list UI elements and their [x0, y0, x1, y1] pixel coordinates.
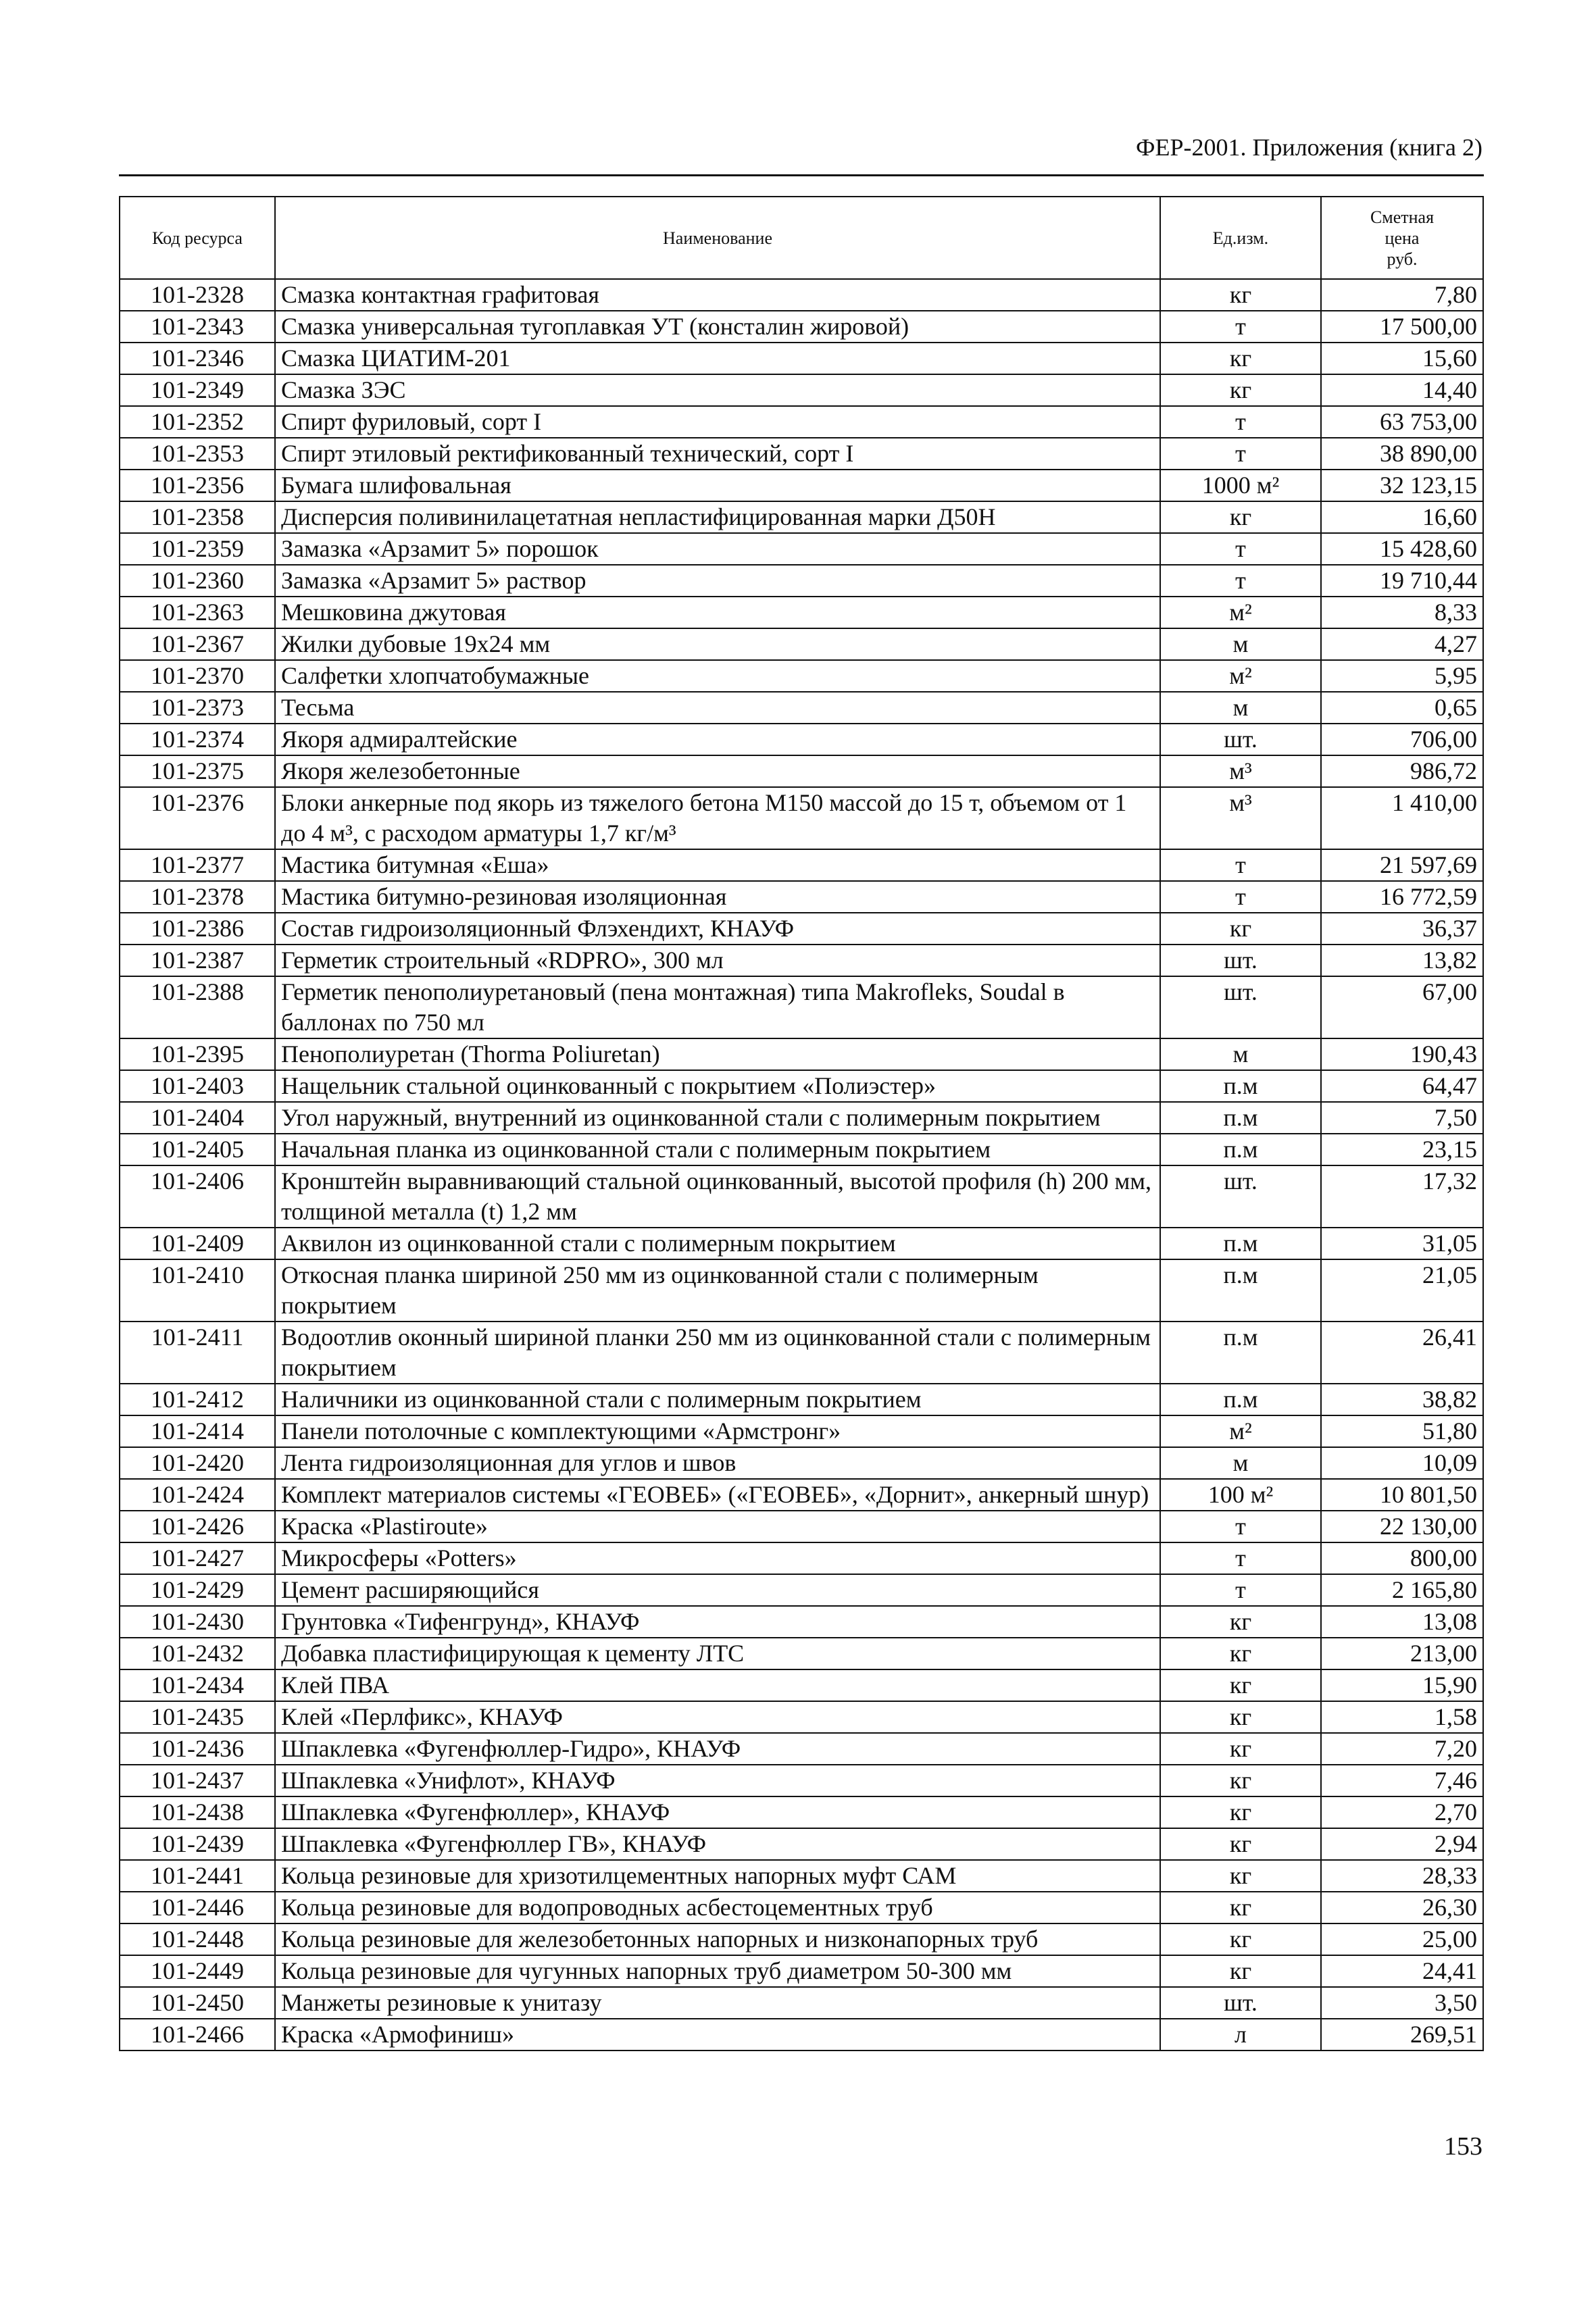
cell-code: 101-2436: [120, 1733, 275, 1765]
cell-unit: т: [1160, 1511, 1321, 1542]
cell-price: 7,20: [1321, 1733, 1483, 1765]
cell-name: Краска «Plastiroute»: [275, 1511, 1160, 1542]
cell-code: 101-2387: [120, 945, 275, 976]
cell-code: 101-2363: [120, 597, 275, 628]
cell-price: 1 410,00: [1321, 787, 1483, 849]
cell-name: Шпаклевка «Фугенфюллер-Гидро», КНАУФ: [275, 1733, 1160, 1765]
table-row: [120, 1765, 1483, 1796]
cell-name: Кольца резиновые для чугунных напорных труб диаметром 50-300 мм: [275, 1955, 1160, 1987]
cell-name: Краска «Армофиниш»: [275, 2019, 1160, 2051]
cell-name: Замазка «Арзамит 5» порошок: [275, 533, 1160, 565]
table-row: [120, 1070, 1483, 1102]
cell-price: 23,15: [1321, 1134, 1483, 1165]
cell-name: Смазка контактная графитовая: [275, 279, 1160, 311]
cell-unit: п.м: [1160, 1102, 1321, 1134]
cell-code: 101-2441: [120, 1860, 275, 1892]
cell-unit: кг: [1160, 1701, 1321, 1733]
cell-price: 706,00: [1321, 724, 1483, 755]
cell-price: 38 890,00: [1321, 438, 1483, 470]
cell-code: 101-2404: [120, 1102, 275, 1134]
cell-name: Комплект материалов системы «ГЕОВЕБ» («ГЕОВЕБ», «Дорнит», анкерный шнур): [275, 1479, 1160, 1511]
cell-unit: п.м: [1160, 1134, 1321, 1165]
cell-code: 101-2367: [120, 628, 275, 660]
cell-name: Мастика битумно-резиновая изоляционная: [275, 881, 1160, 913]
cell-name: Лента гидроизоляционная для углов и швов: [275, 1447, 1160, 1479]
cell-price: 16 772,59: [1321, 881, 1483, 913]
cell-code: 101-2376: [120, 787, 275, 849]
cell-name: Герметик строительный «RDPRO», 300 мл: [275, 945, 1160, 976]
table-row: [120, 1038, 1483, 1070]
column-header-price-line2: цена: [1385, 228, 1420, 248]
cell-price: 21,05: [1321, 1259, 1483, 1322]
cell-price: 8,33: [1321, 597, 1483, 628]
table-row: [120, 945, 1483, 976]
cell-unit: м: [1160, 692, 1321, 724]
table-row: [120, 1987, 1483, 2019]
cell-unit: т: [1160, 406, 1321, 438]
cell-unit: п.м: [1160, 1259, 1321, 1322]
cell-name: Откосная планка шириной 250 мм из оцинкованной стали с полимерным покрытием: [275, 1259, 1160, 1322]
cell-unit: т: [1160, 849, 1321, 881]
cell-code: 101-2448: [120, 1923, 275, 1955]
cell-name: Шпаклевка «Фугенфюллер ГВ», КНАУФ: [275, 1828, 1160, 1860]
table-row: [120, 755, 1483, 787]
cell-unit: м: [1160, 1447, 1321, 1479]
cell-code: 101-2426: [120, 1511, 275, 1542]
cell-code: 101-2424: [120, 1479, 275, 1511]
cell-code: 101-2403: [120, 1070, 275, 1102]
cell-price: 25,00: [1321, 1923, 1483, 1955]
cell-unit: кг: [1160, 1955, 1321, 1987]
cell-price: 32 123,15: [1321, 470, 1483, 501]
cell-unit: кг: [1160, 501, 1321, 533]
cell-code: 101-2370: [120, 660, 275, 692]
cell-unit: м²: [1160, 1415, 1321, 1447]
cell-unit: шт.: [1160, 945, 1321, 976]
cell-name: Спирт фуриловый, сорт I: [275, 406, 1160, 438]
cell-unit: т: [1160, 438, 1321, 470]
cell-price: 51,80: [1321, 1415, 1483, 1447]
cell-code: 101-2434: [120, 1669, 275, 1701]
cell-code: 101-2378: [120, 881, 275, 913]
cell-unit: м²: [1160, 597, 1321, 628]
cell-price: 14,40: [1321, 374, 1483, 406]
cell-unit: кг: [1160, 1606, 1321, 1638]
cell-unit: п.м: [1160, 1384, 1321, 1415]
cell-code: 101-2352: [120, 406, 275, 438]
column-header-price-line1: Сметная: [1370, 207, 1435, 227]
table-row: [120, 2019, 1483, 2051]
cell-name: Нащельник стальной оцинкованный с покрытием «Полиэстер»: [275, 1070, 1160, 1102]
cell-code: 101-2446: [120, 1892, 275, 1923]
cell-code: 101-2435: [120, 1701, 275, 1733]
cell-name: Микросферы «Potters»: [275, 1542, 1160, 1574]
table-row: [120, 1511, 1483, 1542]
cell-price: 36,37: [1321, 913, 1483, 945]
cell-unit: т: [1160, 565, 1321, 597]
column-header-price: [1321, 197, 1483, 279]
cell-unit: кг: [1160, 1669, 1321, 1701]
cell-code: 101-2430: [120, 1606, 275, 1638]
cell-name: Смазка универсальная тугоплавкая УТ (консталин жировой): [275, 311, 1160, 343]
cell-name: Смазка ЦИАТИМ-201: [275, 343, 1160, 374]
cell-price: 21 597,69: [1321, 849, 1483, 881]
cell-unit: м³: [1160, 755, 1321, 787]
cell-price: 10 801,50: [1321, 1479, 1483, 1511]
cell-code: 101-2450: [120, 1987, 275, 2019]
cell-unit: кг: [1160, 913, 1321, 945]
cell-code: 101-2439: [120, 1828, 275, 1860]
cell-unit: кг: [1160, 374, 1321, 406]
cell-code: 101-2377: [120, 849, 275, 881]
cell-price: 15,90: [1321, 1669, 1483, 1701]
cell-price: 31,05: [1321, 1228, 1483, 1259]
cell-code: 101-2410: [120, 1259, 275, 1322]
cell-code: 101-2406: [120, 1165, 275, 1228]
cell-price: 28,33: [1321, 1860, 1483, 1892]
cell-name: Начальная планка из оцинкованной стали с полимерным покрытием: [275, 1134, 1160, 1165]
cell-unit: кг: [1160, 343, 1321, 374]
cell-code: 101-2432: [120, 1638, 275, 1669]
header-rule: [119, 174, 1484, 176]
cell-unit: м: [1160, 1038, 1321, 1070]
cell-code: 101-2359: [120, 533, 275, 565]
table-row: [120, 279, 1483, 311]
cell-price: 5,95: [1321, 660, 1483, 692]
cell-name: Угол наружный, внутренний из оцинкованной стали с полимерным покрытием: [275, 1102, 1160, 1134]
cell-price: 22 130,00: [1321, 1511, 1483, 1542]
cell-price: 7,80: [1321, 279, 1483, 311]
table-row: [120, 311, 1483, 343]
cell-code: 101-2328: [120, 279, 275, 311]
cell-name: Клей ПВА: [275, 1669, 1160, 1701]
cell-code: 101-2360: [120, 565, 275, 597]
cell-name: Герметик пенополиуретановый (пена монтажная) типа Makrofleks, Soudal в баллонах по 750 мл: [275, 976, 1160, 1038]
running-header: ФЕР-2001. Приложения (книга 2): [1136, 134, 1482, 161]
cell-unit: т: [1160, 1542, 1321, 1574]
table-body: [120, 279, 1483, 2051]
table-row: [120, 1892, 1483, 1923]
cell-price: 269,51: [1321, 2019, 1483, 2051]
table-row: [120, 565, 1483, 597]
cell-code: 101-2412: [120, 1384, 275, 1415]
cell-code: 101-2466: [120, 2019, 275, 2051]
cell-name: Замазка «Арзамит 5» раствор: [275, 565, 1160, 597]
cell-price: 0,65: [1321, 692, 1483, 724]
table-row: [120, 438, 1483, 470]
cell-code: 101-2409: [120, 1228, 275, 1259]
cell-code: 101-2414: [120, 1415, 275, 1447]
column-header-unit: Ед.изм.: [1160, 197, 1321, 279]
cell-code: 101-2420: [120, 1447, 275, 1479]
cell-unit: т: [1160, 881, 1321, 913]
table-row: [120, 1479, 1483, 1511]
resource-price-table: [119, 196, 1484, 2051]
cell-name: Пенополиуретан (Thorma Poliuretan): [275, 1038, 1160, 1070]
cell-code: 101-2449: [120, 1955, 275, 1987]
table-row: [120, 597, 1483, 628]
cell-name: Тесьма: [275, 692, 1160, 724]
cell-price: 7,46: [1321, 1765, 1483, 1796]
table-row: [120, 1574, 1483, 1606]
cell-price: 15 428,60: [1321, 533, 1483, 565]
cell-name: Бумага шлифовальная: [275, 470, 1160, 501]
cell-code: 101-2346: [120, 343, 275, 374]
table-row: [120, 787, 1483, 849]
table-header-row: [120, 197, 1483, 279]
cell-name: Якоря адмиралтейские: [275, 724, 1160, 755]
cell-price: 26,41: [1321, 1322, 1483, 1384]
cell-price: 19 710,44: [1321, 565, 1483, 597]
table-row: [120, 1447, 1483, 1479]
cell-price: 10,09: [1321, 1447, 1483, 1479]
table-row: [120, 1701, 1483, 1733]
table-row: [120, 1796, 1483, 1828]
cell-price: 13,08: [1321, 1606, 1483, 1638]
table-row: [120, 1259, 1483, 1322]
table-row: [120, 1733, 1483, 1765]
cell-name: Якоря железобетонные: [275, 755, 1160, 787]
cell-price: 64,47: [1321, 1070, 1483, 1102]
cell-name: Смазка ЗЭС: [275, 374, 1160, 406]
cell-unit: шт.: [1160, 724, 1321, 755]
cell-name: Кронштейн выравнивающий стальной оцинкованный, высотой профиля (h) 200 мм, толщиной металла (t) 1,2 мм: [275, 1165, 1160, 1228]
cell-unit: 100 м²: [1160, 1479, 1321, 1511]
cell-name: Жилки дубовые 19х24 мм: [275, 628, 1160, 660]
cell-code: 101-2373: [120, 692, 275, 724]
cell-price: 38,82: [1321, 1384, 1483, 1415]
cell-code: 101-2356: [120, 470, 275, 501]
cell-code: 101-2375: [120, 755, 275, 787]
cell-name: Шпаклевка «Фугенфюллер», КНАУФ: [275, 1796, 1160, 1828]
cell-unit: кг: [1160, 1796, 1321, 1828]
cell-code: 101-2395: [120, 1038, 275, 1070]
cell-price: 2 165,80: [1321, 1574, 1483, 1606]
cell-unit: п.м: [1160, 1070, 1321, 1102]
cell-name: Добавка пластифицирующая к цементу ЛТС: [275, 1638, 1160, 1669]
cell-price: 190,43: [1321, 1038, 1483, 1070]
cell-unit: кг: [1160, 279, 1321, 311]
cell-code: 101-2437: [120, 1765, 275, 1796]
cell-price: 63 753,00: [1321, 406, 1483, 438]
cell-price: 213,00: [1321, 1638, 1483, 1669]
cell-price: 17 500,00: [1321, 311, 1483, 343]
table-row: [120, 1228, 1483, 1259]
cell-code: 101-2358: [120, 501, 275, 533]
cell-unit: шт.: [1160, 1165, 1321, 1228]
table-row: [120, 533, 1483, 565]
cell-price: 13,82: [1321, 945, 1483, 976]
table-row: [120, 1638, 1483, 1669]
cell-unit: кг: [1160, 1892, 1321, 1923]
table-row: [120, 1102, 1483, 1134]
cell-unit: шт.: [1160, 976, 1321, 1038]
table-row: [120, 1923, 1483, 1955]
cell-price: 17,32: [1321, 1165, 1483, 1228]
cell-name: Панели потолочные с комплектующими «Армстронг»: [275, 1415, 1160, 1447]
table-row: [120, 343, 1483, 374]
cell-name: Шпаклевка «Унифлот», КНАУФ: [275, 1765, 1160, 1796]
cell-code: 101-2427: [120, 1542, 275, 1574]
cell-unit: т: [1160, 311, 1321, 343]
cell-unit: т: [1160, 1574, 1321, 1606]
table-row: [120, 1415, 1483, 1447]
cell-price: 15,60: [1321, 343, 1483, 374]
cell-price: 1,58: [1321, 1701, 1483, 1733]
cell-code: 101-2374: [120, 724, 275, 755]
cell-name: Водоотлив оконный шириной планки 250 мм из оцинкованной стали с полимерным покрытием: [275, 1322, 1160, 1384]
table-row: [120, 470, 1483, 501]
cell-unit: кг: [1160, 1733, 1321, 1765]
cell-name: Блоки анкерные под якорь из тяжелого бетона М150 массой до 15 т, объемом от 1 до 4 м³, с расходом арматуры 1,7 кг/м³: [275, 787, 1160, 849]
cell-unit: шт.: [1160, 1987, 1321, 2019]
cell-price: 800,00: [1321, 1542, 1483, 1574]
cell-unit: кг: [1160, 1638, 1321, 1669]
table-row: [120, 628, 1483, 660]
cell-name: Спирт этиловый ректификованный технический, сорт I: [275, 438, 1160, 470]
table-row: [120, 724, 1483, 755]
table-row: [120, 501, 1483, 533]
table-row: [120, 692, 1483, 724]
cell-price: 3,50: [1321, 1987, 1483, 2019]
cell-name: Цемент расширяющийся: [275, 1574, 1160, 1606]
cell-price: 67,00: [1321, 976, 1483, 1038]
page-number: 153: [1444, 2132, 1482, 2161]
cell-name: Наличники из оцинкованной стали с полимерным покрытием: [275, 1384, 1160, 1415]
cell-price: 7,50: [1321, 1102, 1483, 1134]
cell-name: Кольца резиновые для хризотилцементных напорных муфт САМ: [275, 1860, 1160, 1892]
cell-price: 2,94: [1321, 1828, 1483, 1860]
cell-price: 24,41: [1321, 1955, 1483, 1987]
cell-name: Мешковина джутовая: [275, 597, 1160, 628]
cell-name: Салфетки хлопчатобумажные: [275, 660, 1160, 692]
cell-name: Аквилон из оцинкованной стали с полимерным покрытием: [275, 1228, 1160, 1259]
cell-code: 101-2388: [120, 976, 275, 1038]
table-row: [120, 1384, 1483, 1415]
cell-unit: п.м: [1160, 1228, 1321, 1259]
cell-name: Клей «Перлфикс», КНАУФ: [275, 1701, 1160, 1733]
cell-code: 101-2353: [120, 438, 275, 470]
cell-code: 101-2405: [120, 1134, 275, 1165]
cell-unit: кг: [1160, 1765, 1321, 1796]
cell-price: 26,30: [1321, 1892, 1483, 1923]
column-header-name: Наименование: [275, 197, 1160, 279]
cell-unit: кг: [1160, 1860, 1321, 1892]
cell-name: Кольца резиновые для железобетонных напорных и низконапорных труб: [275, 1923, 1160, 1955]
cell-name: Кольца резиновые для водопроводных асбестоцементных труб: [275, 1892, 1160, 1923]
cell-unit: кг: [1160, 1923, 1321, 1955]
table-row: [120, 1542, 1483, 1574]
table-row: [120, 1134, 1483, 1165]
cell-price: 16,60: [1321, 501, 1483, 533]
table-row: [120, 1165, 1483, 1228]
table-row: [120, 1860, 1483, 1892]
table-row: [120, 660, 1483, 692]
cell-code: 101-2438: [120, 1796, 275, 1828]
column-header-code: Код ресурса: [120, 197, 275, 279]
cell-name: Дисперсия поливинилацетатная непластифицированная марки Д50Н: [275, 501, 1160, 533]
cell-unit: м: [1160, 628, 1321, 660]
cell-name: Грунтовка «Тифенгрунд», КНАУФ: [275, 1606, 1160, 1638]
cell-code: 101-2411: [120, 1322, 275, 1384]
table-row: [120, 1955, 1483, 1987]
table-row: [120, 976, 1483, 1038]
table-row: [120, 374, 1483, 406]
table-row: [120, 1828, 1483, 1860]
cell-unit: т: [1160, 533, 1321, 565]
table-row: [120, 1606, 1483, 1638]
cell-price: 2,70: [1321, 1796, 1483, 1828]
cell-price: 4,27: [1321, 628, 1483, 660]
cell-name: Состав гидроизоляционный Флэхендихт, КНАУФ: [275, 913, 1160, 945]
cell-name: Мастика битумная «Еша»: [275, 849, 1160, 881]
table-row: [120, 1322, 1483, 1384]
table-row: [120, 406, 1483, 438]
table-row: [120, 849, 1483, 881]
cell-price: 986,72: [1321, 755, 1483, 787]
cell-name: Манжеты резиновые к унитазу: [275, 1987, 1160, 2019]
column-header-price-line3: руб.: [1387, 249, 1418, 269]
table-row: [120, 913, 1483, 945]
cell-unit: 1000 м²: [1160, 470, 1321, 501]
table-row: [120, 1669, 1483, 1701]
cell-code: 101-2386: [120, 913, 275, 945]
cell-unit: м³: [1160, 787, 1321, 849]
cell-code: 101-2429: [120, 1574, 275, 1606]
cell-unit: кг: [1160, 1828, 1321, 1860]
cell-code: 101-2349: [120, 374, 275, 406]
table-row: [120, 881, 1483, 913]
cell-code: 101-2343: [120, 311, 275, 343]
cell-unit: л: [1160, 2019, 1321, 2051]
cell-unit: п.м: [1160, 1322, 1321, 1384]
cell-unit: м²: [1160, 660, 1321, 692]
